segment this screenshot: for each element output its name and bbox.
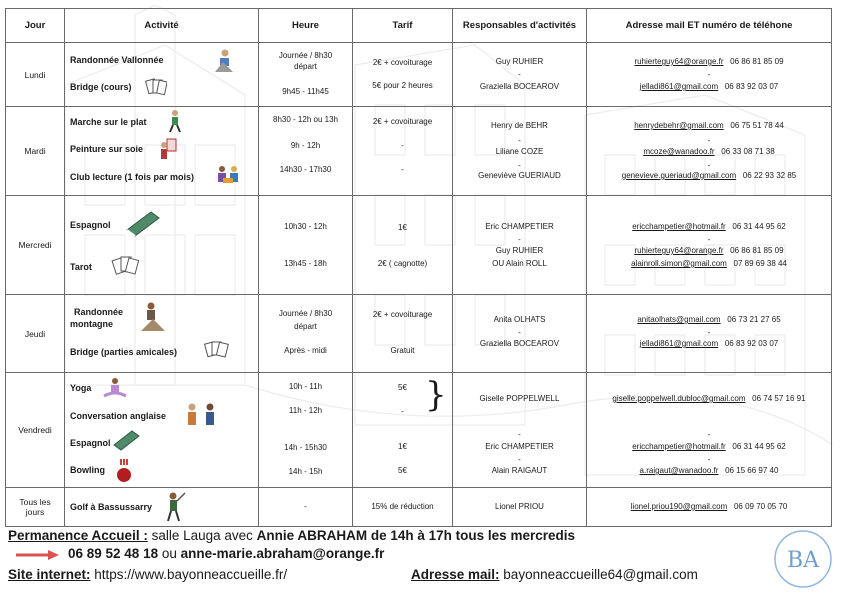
separator-dash: - xyxy=(707,455,711,464)
logo-text: BA xyxy=(786,548,820,573)
email-link[interactable]: genevieve.gueriaud@gmail.com xyxy=(621,171,737,180)
phone-number: 07 89 69 38 44 xyxy=(733,259,787,268)
row-jeudi xyxy=(6,295,832,373)
activity-bridge-amicales: Bridge (parties amicales) xyxy=(70,347,178,357)
activity-marche: Marche sur le plat xyxy=(70,117,147,127)
phone-number: 06 74 57 16 91 xyxy=(752,394,806,403)
brace-symbol: } xyxy=(425,375,447,415)
time-conversation: 11h - 12h xyxy=(288,406,323,415)
time-randonnee-depart: départ xyxy=(294,322,317,331)
permanence-name: Annie ABRAHAM de 14h à 17h tous les mercredis xyxy=(256,528,575,543)
price-bridge: 5€ pour 2 heures xyxy=(372,81,433,90)
phone-number: 06 83 92 03 07 xyxy=(724,339,779,348)
playing-cards-icon xyxy=(145,77,167,97)
manager-eric: Eric CHAMPETIER xyxy=(485,222,554,231)
phone-number: 06 33 08 71 38 xyxy=(721,147,775,156)
price-bowling: 5€ xyxy=(398,466,407,475)
activity-conversation-anglaise: Conversation anglaise xyxy=(70,411,167,421)
hiker-icon xyxy=(213,48,235,72)
phone-number: 06 22 93 32 85 xyxy=(742,171,797,180)
phone-number: 06 83 92 03 07 xyxy=(724,82,779,91)
activity-randonnee-montagne: Randonnée xyxy=(74,307,124,317)
email-link[interactable]: giselle.poppelwell.dubloc@gmail.com xyxy=(612,394,746,403)
header-contact: Adresse mail ET numéro de téléhone xyxy=(587,9,832,43)
manager-henry: Henry de BEHR xyxy=(491,121,548,130)
time-marche: 8h30 - 12h ou 13h xyxy=(273,115,338,124)
separator-dash: - xyxy=(707,136,711,145)
day-mardi: Mardi xyxy=(6,107,65,196)
contact-line xyxy=(68,546,384,561)
phone-number: 06 15 66 97 40 xyxy=(725,466,779,475)
header-manager: Responsables d'activités xyxy=(453,9,587,43)
price-peinture: - xyxy=(401,141,404,150)
manager-guy-ruhier: Guy RUHIER xyxy=(495,57,544,66)
price-lecture: - xyxy=(401,165,404,174)
separator-dash: - xyxy=(518,430,521,439)
mail-label: Adresse mail: xyxy=(411,567,500,582)
price-conversation: - xyxy=(401,407,404,416)
yoga-icon xyxy=(101,376,129,400)
time-peinture: 9h - 12h xyxy=(290,141,321,150)
email-link[interactable]: jelladi861@gmail.com xyxy=(639,339,719,348)
phone-number: 06 75 51 78 44 xyxy=(730,121,784,130)
time-randonnee: Journée / 8h30 xyxy=(278,51,333,60)
playing-cards-icon xyxy=(203,339,229,361)
email-link[interactable]: alainroll.simon@gmail.com xyxy=(631,259,727,268)
separator-dash: - xyxy=(518,455,521,464)
manager-anita: Anita OLHATS xyxy=(493,315,546,324)
phone-number: 06 86 81 85 09 xyxy=(730,57,784,66)
price-marche: 2€ + covoiturage xyxy=(372,117,433,126)
price-golf: 15% de réduction xyxy=(371,502,434,511)
mountain-hiker-icon xyxy=(139,301,165,331)
reading-club-icon xyxy=(215,163,243,187)
price-tarot: 2€ ( cagnotte) xyxy=(377,259,428,268)
book-icon xyxy=(111,428,141,452)
manager-graziella: Graziella BOCEAROV xyxy=(479,82,560,91)
contact-or: ou xyxy=(158,546,181,561)
row-vendredi xyxy=(6,373,832,488)
time-espagnol: 10h30 - 12h xyxy=(284,222,327,231)
logo-badge xyxy=(772,528,834,590)
email-link[interactable]: ruhierteguy64@orange.fr xyxy=(634,246,724,255)
activity-yoga: Yoga xyxy=(70,383,92,393)
phone-number: 06 09 70 05 70 xyxy=(733,502,788,511)
time-golf: - xyxy=(304,502,307,511)
price-bridge-amicales: Gratuit xyxy=(390,346,415,355)
bowling-icon xyxy=(115,457,135,483)
row-mardi xyxy=(6,107,832,196)
manager-genevieve: Geneviève GUERIAUD xyxy=(478,171,561,180)
day-mercredi: Mercredi xyxy=(6,196,65,295)
permanence-line xyxy=(8,528,575,543)
arrow-right-icon xyxy=(16,549,60,561)
price-espagnol: 1€ xyxy=(398,442,407,451)
book-icon xyxy=(123,208,161,238)
time-lecture: 14h30 - 17h30 xyxy=(279,165,332,174)
separator-dash: - xyxy=(518,235,521,244)
phone-number: 06 31 44 95 62 xyxy=(732,222,786,231)
manager-alain-roll: OU Alain ROLL xyxy=(492,259,547,268)
email-link[interactable]: mcoze@wanadoo.fr xyxy=(643,147,715,156)
manager-alain-raigaut: Alain RAIGAUT xyxy=(491,466,548,475)
email-link[interactable]: lionel.priou190@gmail.com xyxy=(630,502,728,511)
separator-dash: - xyxy=(707,328,711,337)
manager-guy-ruhier: Guy RUHIER xyxy=(495,246,544,255)
mail-line xyxy=(411,567,698,582)
site-label: Site internet: xyxy=(8,567,91,582)
time-bridge-amicales: Après - midi xyxy=(284,346,327,355)
header-row xyxy=(6,9,832,43)
activity-club-lecture: Club lecture (1 fois par mois) xyxy=(70,172,195,182)
row-lundi xyxy=(6,43,832,107)
time-randonnee-montagne: Journée / 8h30 xyxy=(278,309,333,318)
separator-dash: - xyxy=(518,328,521,337)
separator-dash: - xyxy=(707,161,711,170)
day-tous-line2: jours xyxy=(25,507,45,517)
contact-email[interactable]: anne-marie.abraham@orange.fr xyxy=(180,546,385,561)
separator-dash: - xyxy=(707,430,711,439)
manager-eric: Eric CHAMPETIER xyxy=(485,442,554,451)
contact-phone: 06 89 52 48 18 xyxy=(68,546,159,561)
time-espagnol: 14h - 15h30 xyxy=(284,443,327,452)
mail-value[interactable]: bayonneaccueille64@gmail.com xyxy=(499,567,698,582)
time-yoga: 10h - 11h xyxy=(288,382,323,391)
time-randonnee-depart: départ xyxy=(294,62,317,71)
email-link[interactable]: henrydebehr@gmail.com xyxy=(634,121,724,130)
permanence-text: salle Lauga avec xyxy=(147,528,257,543)
separator-dash: - xyxy=(518,161,521,170)
separator-dash: - xyxy=(518,70,521,79)
manager-giselle: Giselle POPPELWELL xyxy=(479,394,560,403)
price-yoga: 5€ xyxy=(398,383,407,392)
header-activity: Activité xyxy=(65,9,259,43)
activity-golf: Golf à Bassussarry xyxy=(70,502,153,512)
activity-peinture-soie: Peinture sur soie xyxy=(70,144,144,154)
walker-icon xyxy=(166,109,184,133)
activity-bridge-cours: Bridge (cours) xyxy=(70,82,132,92)
email-link[interactable]: ruhierteguy64@orange.fr xyxy=(634,57,724,66)
separator-dash: - xyxy=(707,235,711,244)
activity-espagnol: Espagnol xyxy=(70,220,111,230)
email-link[interactable]: a.raigaut@wanadoo.fr xyxy=(639,466,719,475)
day-lundi: Lundi xyxy=(6,43,65,107)
day-vendredi: Vendredi xyxy=(6,373,65,488)
golfer-icon xyxy=(161,491,187,523)
header-day: Jour xyxy=(6,9,65,43)
manager-lionel: Lionel PRIOU xyxy=(495,502,544,511)
email-link[interactable]: ericchampetier@hotmail.fr xyxy=(632,222,726,231)
price-randonnee-montagne: 2€ + covoiturage xyxy=(372,310,433,319)
email-link[interactable]: ericchampetier@hotmail.fr xyxy=(632,442,726,451)
painter-icon xyxy=(159,137,177,161)
separator-dash: - xyxy=(518,136,521,145)
day-tous-line1: Tous les xyxy=(19,497,51,507)
activity-tarot: Tarot xyxy=(70,262,92,272)
time-bowling: 14h - 15h xyxy=(288,467,323,476)
activity-randonnee-vallonnee: Randonnée Vallonnée xyxy=(70,55,164,65)
activities-table xyxy=(5,8,832,527)
price-randonnee: 2€ + covoiturage xyxy=(372,58,433,67)
header-time: Heure xyxy=(259,9,353,43)
email-link[interactable]: jelladi861@gmail.com xyxy=(639,82,719,91)
activity-espagnol: Espagnol xyxy=(70,438,111,448)
manager-graziella: Graziella BOCEAROV xyxy=(479,339,560,348)
phone-number: 06 73 21 27 65 xyxy=(727,315,781,324)
permanence-label: Permanence Accueil : xyxy=(8,528,148,543)
activity-randonnee-montagne-line2: montagne xyxy=(70,319,114,329)
playing-cards-icon xyxy=(111,254,139,278)
separator-dash: - xyxy=(707,70,711,79)
activity-bowling: Bowling xyxy=(70,465,105,475)
time-tarot: 13h45 - 18h xyxy=(284,259,327,268)
phone-number: 06 86 81 85 09 xyxy=(730,246,784,255)
email-link[interactable]: anitaolhats@gmail.com xyxy=(637,315,721,324)
row-tous-les-jours xyxy=(6,488,832,527)
conversation-icon xyxy=(183,401,219,431)
site-line xyxy=(8,567,287,582)
header-price: Tarif xyxy=(353,9,453,43)
phone-number: 06 31 44 95 62 xyxy=(732,442,786,451)
day-jeudi: Jeudi xyxy=(6,295,65,373)
price-espagnol: 1€ xyxy=(398,223,407,232)
row-mercredi xyxy=(6,196,832,295)
site-url[interactable]: https://www.bayonneaccueille.fr/ xyxy=(90,567,288,582)
manager-liliane: Liliane COZE xyxy=(495,147,544,156)
time-bridge: 9h45 - 11h45 xyxy=(282,87,329,96)
